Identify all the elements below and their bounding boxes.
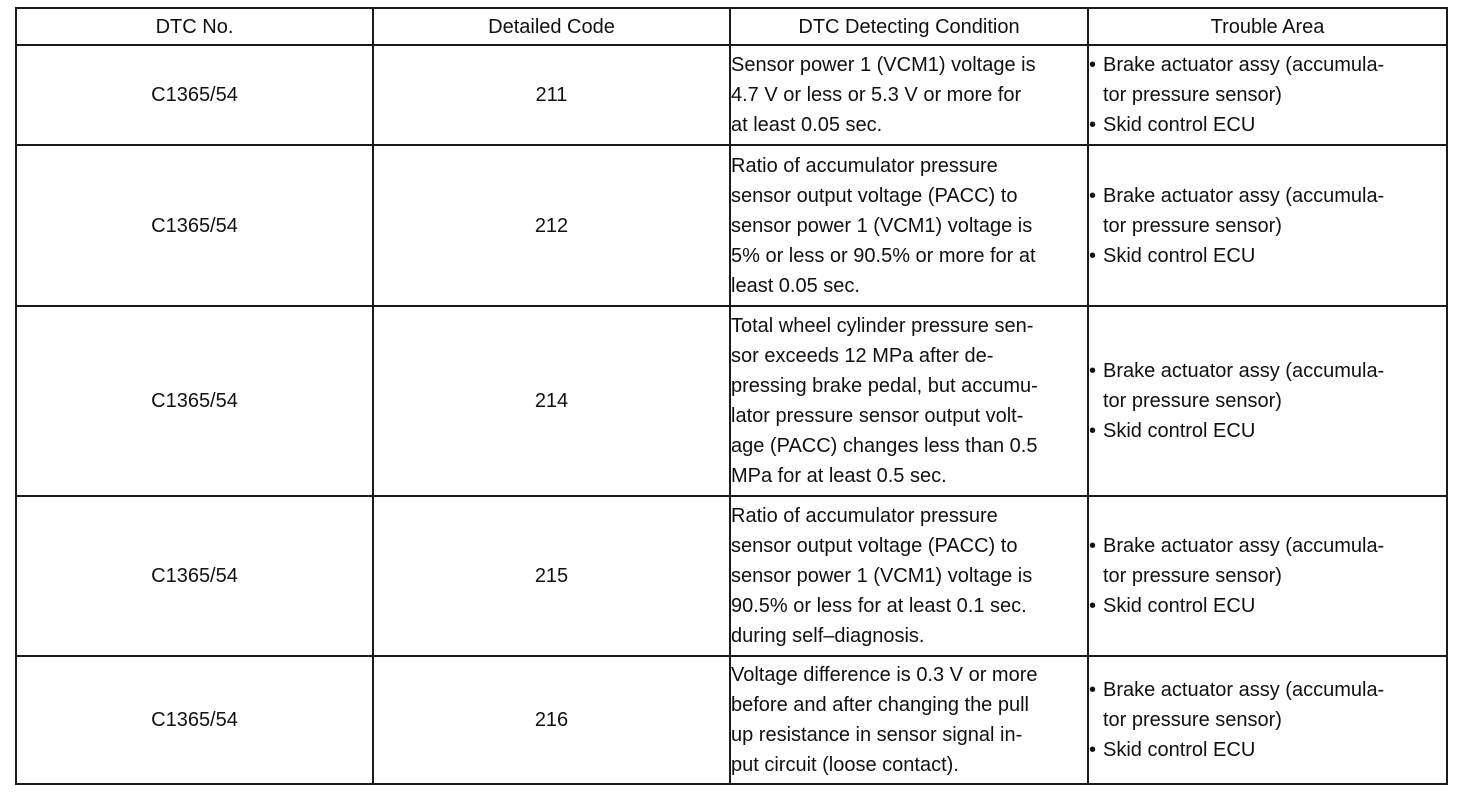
- condition-line: before and after changing the pull: [731, 694, 1029, 716]
- trouble-area-cell: [1088, 306, 1447, 496]
- trouble-area-item: [1089, 675, 1446, 735]
- trouble-area-item: [1089, 356, 1446, 416]
- table-row: [16, 496, 1447, 656]
- condition-line: during self–diagnosis.: [731, 625, 925, 647]
- condition-line: Sensor power 1 (VCM1) voltage is: [731, 54, 1036, 76]
- trouble-area-line: Brake actuator assy (accumula-: [1103, 535, 1385, 557]
- trouble-area-line: tor pressure sensor): [1103, 565, 1282, 587]
- trouble-area-item: [1089, 110, 1446, 140]
- trouble-area-cell: [1088, 145, 1447, 306]
- condition-line: Ratio of accumulator pressure: [731, 505, 998, 527]
- table-row: [16, 45, 1447, 145]
- condition-cell: [730, 45, 1088, 145]
- trouble-area-cell: [1088, 496, 1447, 656]
- condition-line: lator pressure sensor output volt-: [731, 405, 1024, 427]
- header-dtc-detecting-condition: DTC Detecting Condition: [730, 8, 1088, 45]
- trouble-area-line: Skid control ECU: [1103, 595, 1256, 617]
- dtc-no-cell: C1365/54: [16, 306, 373, 496]
- condition-cell: [730, 496, 1088, 656]
- trouble-area-item: [1089, 416, 1446, 446]
- condition-line: pressing brake pedal, but accumu-: [731, 375, 1038, 397]
- table-row: [16, 306, 1447, 496]
- bullet-icon: •: [1089, 739, 1097, 761]
- trouble-area-item: [1089, 735, 1446, 765]
- condition-line: 90.5% or less for at least 0.1 sec.: [731, 595, 1027, 617]
- detailed-code-cell: 211: [373, 45, 730, 145]
- trouble-area-line: tor pressure sensor): [1103, 390, 1282, 412]
- bullet-icon: •: [1089, 535, 1097, 557]
- table-row: [16, 145, 1447, 306]
- bullet-icon: •: [1089, 360, 1097, 382]
- condition-line: MPa for at least 0.5 sec.: [731, 465, 947, 487]
- trouble-area-line: Brake actuator assy (accumula-: [1103, 54, 1385, 76]
- dtc-no-cell: C1365/54: [16, 656, 373, 784]
- bullet-icon: •: [1089, 595, 1097, 617]
- trouble-area-cell: [1088, 45, 1447, 145]
- condition-line: put circuit (loose contact).: [731, 754, 959, 776]
- trouble-area-line: Skid control ECU: [1103, 420, 1256, 442]
- condition-line: at least 0.05 sec.: [731, 114, 883, 136]
- dtc-no-cell: C1365/54: [16, 145, 373, 306]
- condition-line: Ratio of accumulator pressure: [731, 154, 998, 177]
- condition-line: Voltage difference is 0.3 V or more: [731, 664, 1038, 686]
- trouble-area-item: [1089, 50, 1446, 110]
- bullet-icon: •: [1089, 54, 1097, 76]
- condition-cell: [730, 306, 1088, 496]
- condition-line: sensor power 1 (VCM1) voltage is: [731, 214, 1033, 237]
- trouble-area-line: Skid control ECU: [1103, 739, 1256, 761]
- trouble-area-item: [1089, 531, 1446, 591]
- trouble-area-line: tor pressure sensor): [1103, 709, 1282, 731]
- condition-line: 5% or less or 90.5% or more for at: [731, 244, 1036, 267]
- dtc-table: [15, 7, 1448, 785]
- bullet-icon: •: [1089, 679, 1097, 701]
- trouble-area-cell: [1088, 656, 1447, 784]
- condition-line: least 0.05 sec.: [731, 274, 860, 297]
- bullet-icon: •: [1089, 184, 1097, 207]
- header-detailed-code: Detailed Code: [373, 8, 730, 45]
- trouble-area-item: [1089, 181, 1446, 241]
- trouble-area-line: Brake actuator assy (accumula-: [1103, 679, 1385, 701]
- condition-cell: [730, 656, 1088, 784]
- trouble-area-line: Skid control ECU: [1103, 114, 1256, 136]
- condition-line: Total wheel cylinder pressure sen-: [731, 315, 1034, 337]
- bullet-icon: •: [1089, 420, 1097, 442]
- trouble-area-item: [1089, 241, 1446, 271]
- trouble-area-line: Brake actuator assy (accumula-: [1103, 360, 1385, 382]
- condition-cell: [730, 145, 1088, 306]
- dtc-no-cell: C1365/54: [16, 496, 373, 656]
- condition-line: 4.7 V or less or 5.3 V or more for: [731, 84, 1022, 106]
- trouble-area-line: tor pressure sensor): [1103, 84, 1282, 106]
- trouble-area-line: Brake actuator assy (accumula-: [1103, 184, 1385, 207]
- dtc-no-cell: C1365/54: [16, 45, 373, 145]
- condition-line: sensor output voltage (PACC) to: [731, 535, 1018, 557]
- condition-line: up resistance in sensor signal in-: [731, 724, 1023, 746]
- header-trouble-area: Trouble Area: [1088, 8, 1447, 45]
- bullet-icon: •: [1089, 114, 1097, 136]
- condition-line: sensor power 1 (VCM1) voltage is: [731, 565, 1033, 587]
- table-header-row: [16, 8, 1447, 45]
- trouble-area-line: Skid control ECU: [1103, 244, 1256, 267]
- detailed-code-cell: 215: [373, 496, 730, 656]
- header-dtc-no: DTC No.: [16, 8, 373, 45]
- trouble-area-line: tor pressure sensor): [1103, 214, 1282, 237]
- detailed-code-cell: 214: [373, 306, 730, 496]
- condition-line: sensor output voltage (PACC) to: [731, 184, 1018, 207]
- condition-line: sor exceeds 12 MPa after de-: [731, 345, 994, 367]
- bullet-icon: •: [1089, 244, 1097, 267]
- detailed-code-cell: 212: [373, 145, 730, 306]
- trouble-area-item: [1089, 591, 1446, 621]
- detailed-code-cell: 216: [373, 656, 730, 784]
- condition-line: age (PACC) changes less than 0.5: [731, 435, 1038, 457]
- table-row: [16, 656, 1447, 784]
